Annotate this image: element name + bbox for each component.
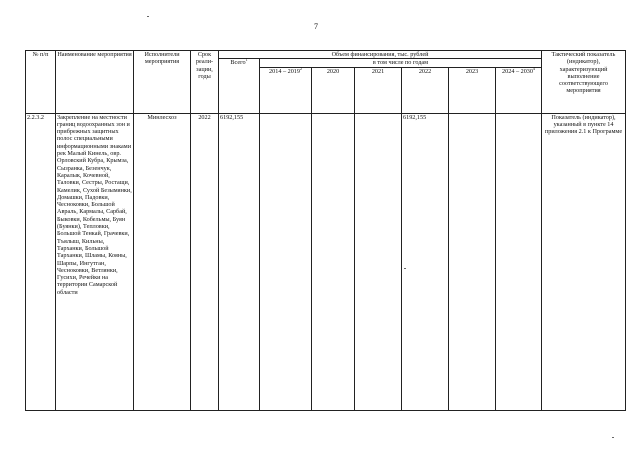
cell-2023 bbox=[449, 113, 496, 410]
cell-indicator: Показатель (индикатор), указанный в пункте 14 приложения 2.1 к Программе bbox=[542, 113, 626, 410]
header-year-2024-2030: 2024 – 2030$^4$ bbox=[496, 67, 542, 113]
header-executor: Исполнители мероприятия bbox=[134, 51, 191, 114]
header-year-2021: 2021 bbox=[355, 67, 402, 113]
cell-2022: 6192,155 bbox=[402, 113, 449, 410]
header-total-sup: 1 bbox=[245, 57, 248, 63]
header-funding: Объем финансирования, тыс. рублей bbox=[219, 51, 542, 59]
header-term: Срок реали-зации, годы bbox=[191, 51, 219, 114]
header-total-label: Всего bbox=[230, 59, 246, 67]
header-year-2023: 2023 bbox=[449, 67, 496, 113]
header-indicator: Тактический показатель (индикатор), характеризующий выполнение соответствующего мероприятия bbox=[542, 51, 626, 114]
cell-2014-2019 bbox=[260, 113, 312, 410]
cell-2021 bbox=[355, 113, 402, 410]
cell-2024-2030 bbox=[496, 113, 542, 410]
funding-table bbox=[25, 50, 626, 411]
cell-total: 6192,155 bbox=[219, 113, 260, 410]
header-num: № п/п bbox=[26, 51, 56, 114]
cell-num: 2.2.3.2 bbox=[26, 113, 56, 410]
header-year-2014-2019: 2014 – 2019$^2$ bbox=[260, 67, 312, 113]
header-name: Наименование мероприятия bbox=[56, 51, 134, 114]
cell-name: Закрепление на местности границ водоохранных зон и прибрежных защитных полос специальными информационными знаками рек Малый Кинель, овр. Орловский Кубра, Крымза, Сызранка, Безенчук, Каралык, Кочевной, Таловки, Сестры, Ростащи, Камелик, Сухой Безымянки, Домашки, Падовки, Чесноковки, Большой Авраль, Кармалы, Сарбай, Быковки, Кобельмы, Буян (Буянки), Тепловки, Большой Тенкай, Грачевки, Тъялыш, Кильны, Тарханки, Большой Тарханки, Шламы, Кояны, Шарпы, Ингутган, Чесноковки, Ветлянки, Гусихи, Речейки на территории Самарской области bbox=[56, 113, 134, 410]
page-number: 7 bbox=[314, 22, 318, 31]
header-total bbox=[219, 59, 260, 113]
table-row bbox=[26, 113, 626, 410]
scan-speck bbox=[404, 268, 406, 269]
cell-term: 2022 bbox=[191, 113, 219, 410]
header-row-1 bbox=[26, 51, 626, 59]
header-year-2022: 2022 bbox=[402, 67, 449, 113]
header-by-years: в том числе по годам bbox=[260, 59, 542, 67]
cell-2020 bbox=[312, 113, 355, 410]
scan-speck bbox=[612, 437, 614, 438]
cell-executor: Минлесхоз bbox=[134, 113, 191, 410]
scan-speck bbox=[147, 16, 149, 17]
header-year-2020: 2020 bbox=[312, 67, 355, 113]
